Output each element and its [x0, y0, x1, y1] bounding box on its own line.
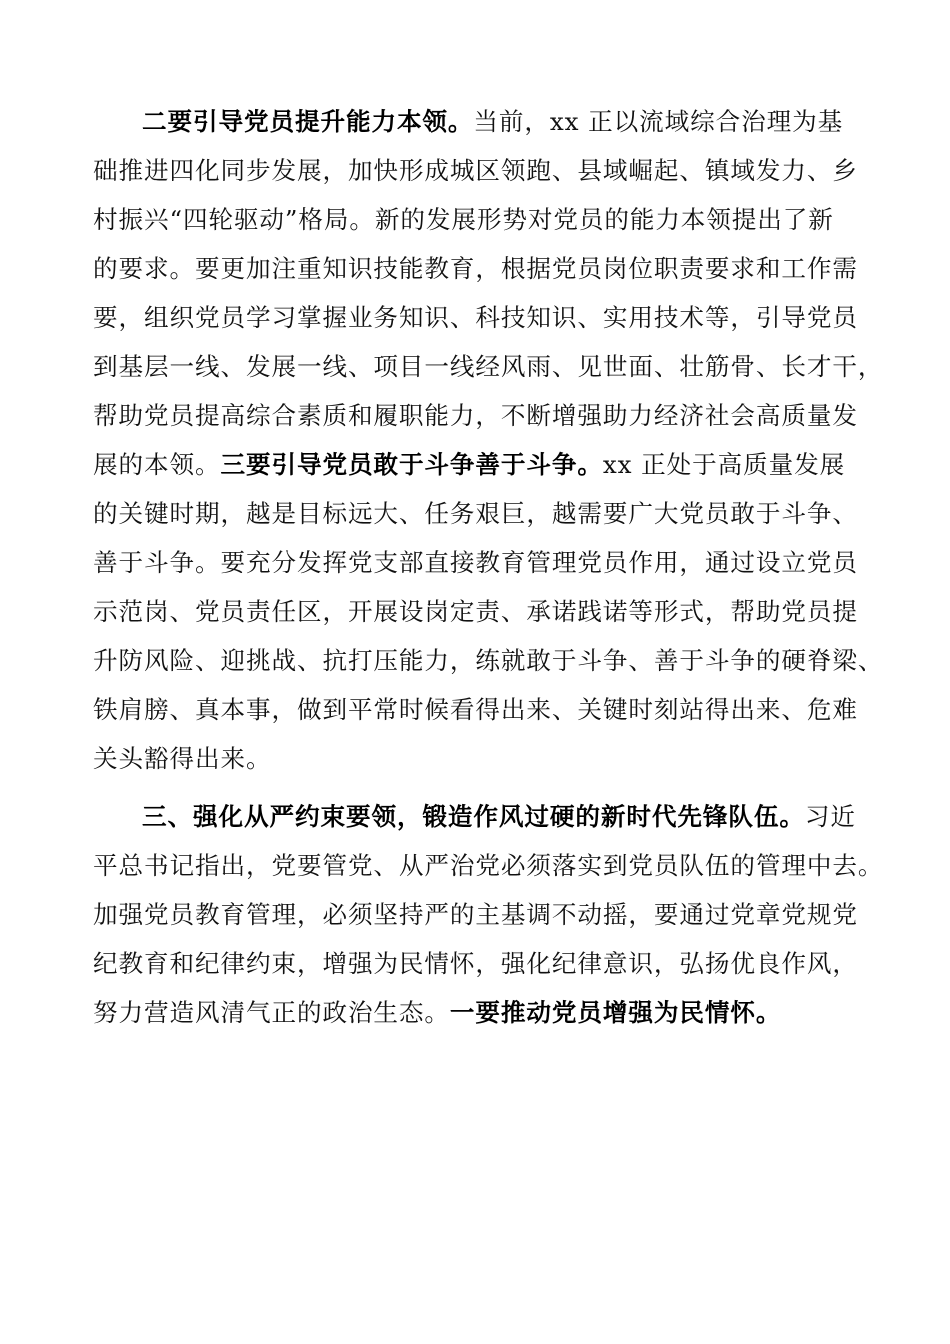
body-text: 展的本领。 — [93, 450, 221, 479]
paragraph-2-line-5 — [93, 993, 883, 1033]
body-text: 础推进四化同步发展，加快形成城区领跑、县域崛起、镇域发力、乡 — [93, 156, 858, 185]
paragraph-2-line-4 — [93, 944, 883, 984]
body-text: 努力营造风清气正的政治生态。 — [93, 998, 450, 1027]
heading-dare-to-struggle: 三要引导党员敢于斗争善于斗争。 — [220, 450, 603, 479]
paragraph-1-line-6 — [93, 347, 883, 387]
paragraph-1-line-9 — [93, 494, 883, 534]
paragraph-2-line-1 — [142, 797, 882, 837]
paragraph-1-line-13 — [93, 690, 883, 730]
body-text: 加强党员教育管理，必须坚持严的主基调不动摇，要通过党章党规党 — [93, 900, 858, 929]
paragraph-1-line-14 — [93, 739, 883, 779]
body-text: xx 正处于高质量发展 — [602, 450, 846, 479]
body-text: 帮助党员提高综合素质和履职能力，不断增强助力经济社会高质量发 — [93, 401, 858, 430]
body-text: 善于斗争。要充分发挥党支部直接教育管理党员作用，通过设立党员 — [93, 548, 858, 577]
body-text: 平总书记指出，党要管党、从严治党必须落实到党员队伍的管理中去。 — [93, 851, 884, 880]
body-text: 升防风险、迎挑战、抗打压能力，练就敢于斗争、善于斗争的硬脊梁、 — [93, 646, 884, 675]
paragraph-1-line-2 — [93, 151, 883, 191]
body-text: 到基层一线、发展一线、项目一线经风雨、见世面、壮筋骨、长才干， — [93, 352, 884, 381]
paragraph-1-line-1 — [142, 102, 882, 142]
paragraph-1-line-5 — [93, 298, 883, 338]
paragraph-1-line-11 — [93, 592, 883, 632]
heading-enhance-ability: 二要引导党员提升能力本领。 — [142, 107, 474, 136]
body-text: 纪教育和纪律约束，增强为民情怀，强化纪律意识，弘扬优良作风， — [93, 949, 858, 978]
paragraph-1-line-7 — [93, 396, 883, 436]
paragraph-1-line-4 — [93, 249, 883, 289]
heading-people-oriented: 一要推动党员增强为民情怀。 — [449, 998, 782, 1027]
paragraph-2-line-3 — [93, 895, 883, 935]
paragraph-1-line-10 — [93, 543, 883, 583]
body-text: 关头豁得出来。 — [93, 744, 272, 773]
paragraph-1-line-12 — [93, 641, 883, 681]
body-text: 当前，xx 正以流域综合治理为基 — [473, 107, 844, 136]
body-text: 铁肩膀、真本事，做到平常时候看得出来、关键时刻站得出来、危难 — [93, 695, 858, 724]
body-text: 示范岗、党员责任区，开展设岗定责、承诺践诺等形式，帮助党员提 — [93, 597, 858, 626]
paragraph-1-line-8 — [93, 445, 883, 485]
body-text: 的要求。要更加注重知识技能教育，根据党员岗位职责要求和工作需 — [93, 254, 858, 283]
heading-strict-discipline: 三、强化从严约束要领，锻造作风过硬的新时代先锋队伍。 — [142, 802, 805, 831]
body-text: 村振兴“四轮驱动”格局。新的发展形势对党员的能力本领提出了新 — [93, 205, 834, 234]
body-text: 要，组织党员学习掌握业务知识、科技知识、实用技术等，引导党员 — [93, 303, 858, 332]
body-text: 习近 — [804, 802, 856, 831]
paragraph-2-line-2 — [93, 846, 883, 886]
body-text: 的关键时期，越是目标远大、任务艰巨，越需要广大党员敢于斗争、 — [93, 499, 858, 528]
paragraph-1-line-3 — [93, 200, 883, 240]
